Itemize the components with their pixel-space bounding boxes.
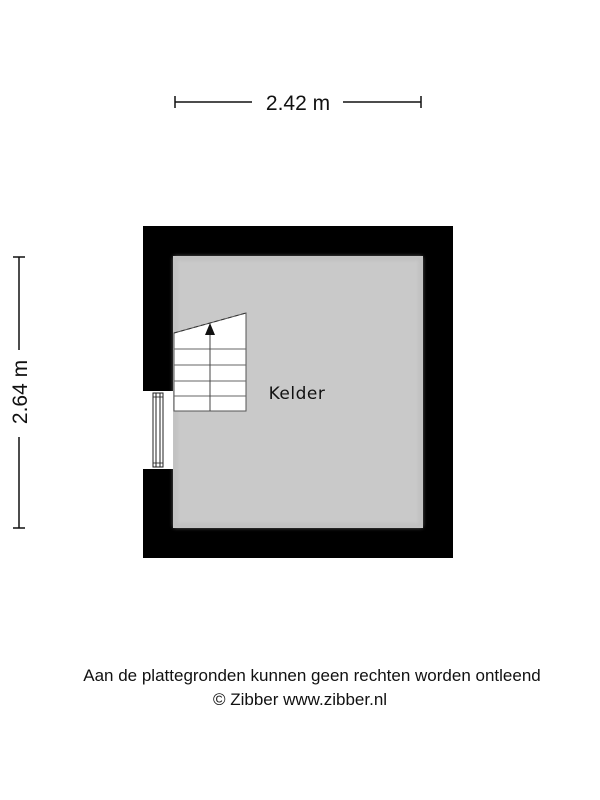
height-label: 2.64 m	[9, 359, 32, 425]
room-label-kelder: Kelder	[268, 384, 326, 404]
width-dimension	[175, 92, 421, 115]
width-label: 2.42 m	[265, 92, 331, 115]
window	[143, 391, 173, 469]
disclaimer-text: Aan de plattegronden kunnen geen rechten worden ontleend	[83, 666, 541, 685]
height-dimension	[9, 257, 32, 528]
copyright-text: © Zibber www.zibber.nl	[212, 690, 388, 709]
